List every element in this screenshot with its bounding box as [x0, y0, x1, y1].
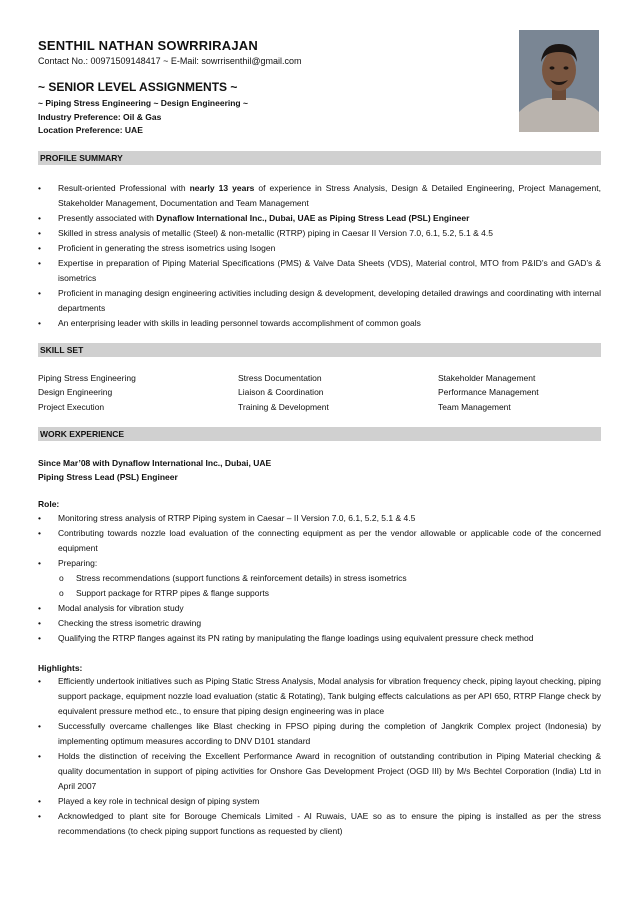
skill-item: Stress Documentation	[238, 373, 322, 383]
bullet-icon: •	[38, 228, 41, 238]
highlights-list	[38, 674, 601, 839]
highlight-item	[38, 794, 601, 809]
bullet-icon: •	[38, 288, 41, 298]
candidate-name: SENTHIL NATHAN SOWRRIRAJAN	[38, 38, 258, 53]
bullet-icon: •	[38, 721, 41, 731]
highlight-text: Acknowledged to plant site for Borouge Chemicals Limited - Al Ruwais, UAE so as to ensure the piping is installed as per the stress recommendations (to check piping support functions as requested by client)	[58, 811, 601, 836]
skills-column-2	[238, 371, 329, 414]
assignments-subtitle: ~ Piping Stress Engineering ~ Design Engineering ~	[38, 98, 248, 108]
role-text: Monitoring stress analysis of RTRP Piping system in Caesar – II Version 7.0, 6.1, 5.2, 5.1 & 4.5	[58, 513, 416, 523]
summary-text: An enterprising leader with skills in leading personnel towards accomplishment of common goals	[58, 318, 421, 328]
highlight-item	[38, 674, 601, 719]
bullet-icon: •	[38, 183, 41, 193]
assignments-heading: ~ SENIOR LEVEL ASSIGNMENTS ~	[38, 80, 238, 94]
preparing-text: Stress recommendations (support functions & reinforcement details) in stress isometrics	[76, 573, 407, 583]
skills-column-3	[438, 371, 539, 414]
role-item	[38, 601, 601, 616]
section-header-work: WORK EXPERIENCE	[38, 427, 601, 441]
section-header-profile: PROFILE SUMMARY	[38, 151, 601, 165]
skill-item: Piping Stress Engineering	[38, 373, 136, 383]
summary-text: Expertise in preparation of Piping Material Specifications (PMS) & Valve Data Sheets (VDS), Material control, MTO from P&ID’s and GAD’s & isometrics	[58, 258, 601, 283]
summary-bold-text: nearly 13 years	[189, 183, 255, 193]
profile-summary-item	[38, 241, 601, 256]
summary-text: Proficient in generating the stress isometrics using Isogen	[58, 243, 276, 253]
profile-summary-item	[38, 226, 601, 241]
bullet-icon: •	[38, 558, 41, 568]
role-item	[38, 511, 601, 526]
bullet-icon: •	[38, 318, 41, 328]
role-text: Checking the stress isometric drawing	[58, 618, 202, 628]
role-text: Contributing towards nozzle load evaluation of the connecting equipment as per the vendor allowable or applicable code of the concerned equipment	[58, 528, 601, 553]
bullet-icon: •	[38, 528, 41, 538]
role-label: Role:	[38, 499, 60, 509]
bullet-icon: •	[38, 633, 41, 643]
profile-summary-item	[38, 211, 601, 226]
highlights-label: Highlights:	[38, 663, 83, 673]
location-preference: Location Preference: UAE	[38, 125, 143, 135]
skill-item: Performance Management	[438, 387, 539, 398]
role-text: Modal analysis for vibration study	[58, 603, 184, 613]
highlight-text: Holds the distinction of receiving the Excellent Performance Award in recognition of outstanding contribution in Piping Material checking & quality documentation in support of piping activities for Onshore Gas Development Project (OGD III) by M/s Bechtel Corporation (India) Ltd in April 2007	[58, 751, 601, 791]
skill-item: Team Management	[438, 401, 511, 412]
profile-summary-item	[38, 286, 601, 316]
skill-item: Project Execution	[38, 401, 105, 412]
bullet-icon: •	[38, 751, 41, 761]
bullet-icon: •	[38, 811, 41, 821]
employment-period: Since Mar’08 with Dynaflow International Inc., Dubai, UAE	[38, 458, 272, 468]
role-item	[38, 616, 601, 631]
skill-item: Stakeholder Management	[438, 373, 536, 383]
summary-text: of experience in Stress Analysis, Design & Detailed Engineering, Project Management, Stakeholder Management, Documentation and Team Management	[58, 183, 601, 208]
highlight-text: Successfully overcame challenges like Blast checking in FPSO piping during the completion of Jangkrik Complex project (Indonesia) by implementing optimum measures according to DNV D101 standard	[58, 721, 601, 746]
section-header-skills: SKILL SET	[38, 343, 601, 357]
contact-info: Contact No.: 00971509148417 ~ E-Mail: sowrrisenthil@gmail.com	[38, 56, 302, 66]
preparing-text: Support package for RTRP pipes & flange supports	[76, 588, 269, 598]
bullet-icon: •	[38, 258, 41, 268]
role-item	[38, 526, 601, 556]
role-item	[38, 556, 601, 571]
skill-item: Training & Development	[238, 401, 329, 412]
role-text: Preparing:	[58, 558, 98, 568]
role-item	[38, 631, 601, 646]
skills-column-1	[38, 371, 136, 414]
profile-summary-item	[38, 316, 601, 331]
skill-item: Liaison & Coordination	[238, 387, 324, 398]
profile-summary-list	[38, 181, 601, 331]
bullet-icon: •	[38, 603, 41, 613]
role-list	[38, 511, 601, 646]
highlight-item	[38, 809, 601, 839]
industry-preference: Industry Preference: Oil & Gas	[38, 112, 162, 122]
profile-summary-item	[38, 256, 601, 286]
summary-bold-text: Dynaflow International Inc., Dubai, UAE as Piping Stress Lead (PSL) Engineer	[156, 213, 470, 223]
profile-summary-item	[38, 181, 601, 211]
highlight-text: Played a key role in technical design of piping system	[58, 796, 260, 806]
bullet-icon: •	[38, 676, 41, 686]
bullet-icon: •	[38, 243, 41, 253]
skill-item: Design Engineering	[38, 387, 113, 398]
job-position: Piping Stress Lead (PSL) Engineer	[38, 472, 178, 482]
highlight-text: Efficiently undertook initiatives such as Piping Static Stress Analysis, Modal analysis for vibration frequency check, piping layout checking, piping support package, equipment nozzle load evaluation (static & Rotating), Tank bulging effects calculations as per API 650, RTRP Flange check by equivalent pressure method etc., to ensure that piping design engineering was in place	[58, 676, 601, 716]
sub-bullet-icon: o	[59, 588, 64, 598]
sub-bullet-icon: o	[59, 573, 64, 583]
highlight-item	[38, 749, 601, 794]
summary-text: Skilled in stress analysis of metallic (Steel) & non-metallic (RTRP) piping in Caesar II Version 7.0, 6.1, 5.2, 5.1 & 4.5	[58, 228, 493, 238]
summary-text: Proficient in managing design engineering activities including design & development, developing detailed drawings and coordinating with internal departments	[58, 288, 601, 313]
role-text: Qualifying the RTRP flanges against its PN rating by manipulating the flange loadings using equivalent pressure check method	[58, 633, 534, 643]
bullet-icon: •	[38, 513, 41, 523]
profile-photo	[519, 30, 599, 132]
bullet-icon: •	[38, 618, 41, 628]
highlight-item	[38, 719, 601, 749]
summary-text: Presently associated with	[58, 213, 157, 223]
preparing-item	[38, 586, 601, 601]
preparing-item	[38, 571, 601, 586]
summary-text: Result-oriented Professional with	[58, 183, 190, 193]
bullet-icon: •	[38, 796, 41, 806]
bullet-icon: •	[38, 213, 41, 223]
